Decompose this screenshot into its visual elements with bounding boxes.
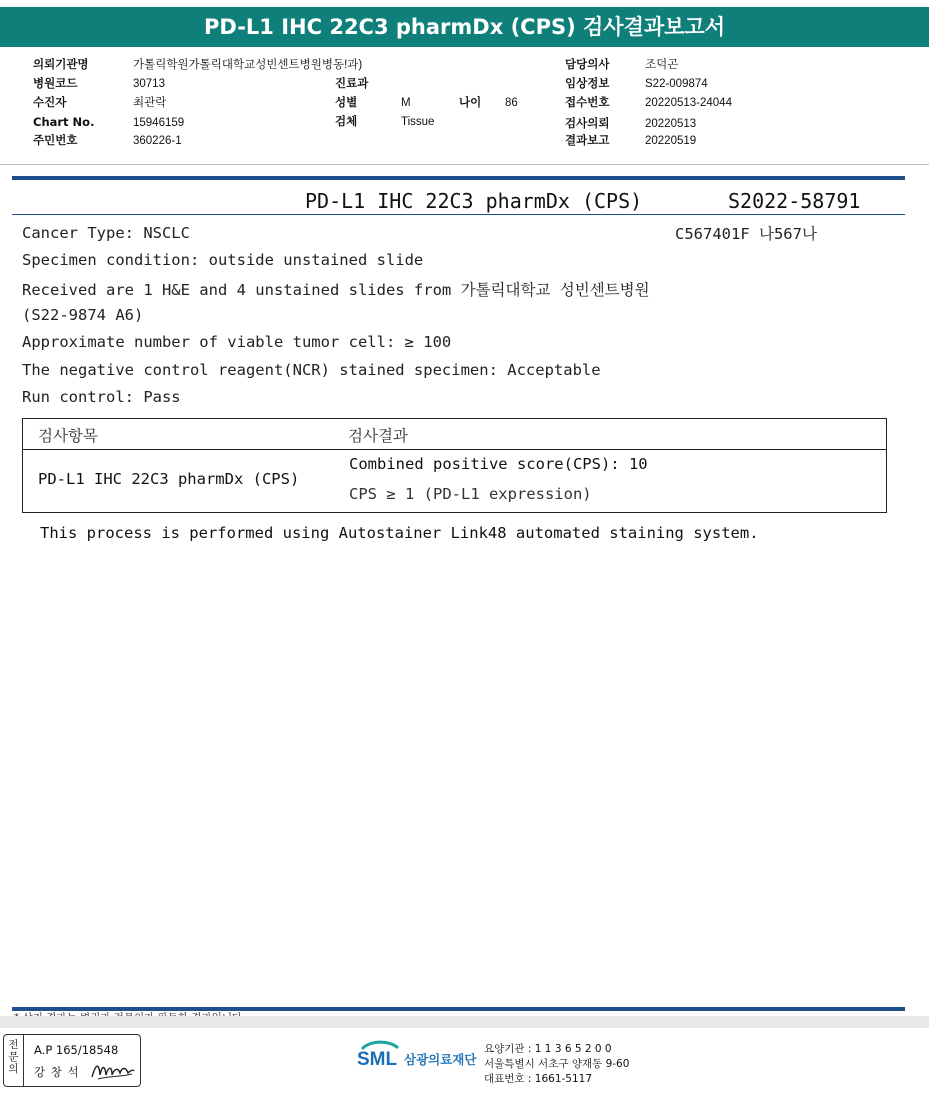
value-request-date: 20220513: [645, 118, 697, 130]
header-divider: [0, 164, 929, 165]
body-line-slide-id: (S22-9874 A6): [22, 306, 144, 324]
stamp-name: 강 창 석: [34, 1065, 80, 1079]
footer-band: [0, 1016, 929, 1028]
value-report-date: 20220519: [645, 135, 697, 147]
label-institution: 의뢰기관명: [33, 57, 89, 71]
value-patient: 최관락: [133, 97, 167, 109]
signature-icon: [90, 1059, 136, 1083]
stamp-vertical-label: [4, 1035, 24, 1086]
label-specimen: 검체: [335, 114, 358, 128]
process-note: This process is performed using Autostainer Link48 automated staining system.: [40, 524, 759, 542]
reference-code: C567401F 나567나: [675, 225, 817, 243]
org-phone-line: 대표번호 : 1661-5117: [484, 1073, 593, 1085]
result-cps-score: Combined positive score(CPS): 10: [349, 455, 648, 473]
org-code-line: 요양기관 : 1 1 3 6 5 2 0 0: [484, 1043, 612, 1055]
label-report-date: 결과보고: [565, 133, 610, 147]
report-title: PD-L1 IHC 22C3 pharmDx (CPS) 검사결과보고서: [0, 7, 929, 47]
label-resident-no: 주민번호: [33, 133, 78, 147]
value-age: 86: [505, 97, 518, 109]
result-header-result: 검사결과: [348, 427, 408, 445]
label-age: 나이: [459, 95, 482, 109]
value-physician: 조덕곤: [645, 59, 679, 71]
label-clinical-info: 임상정보: [565, 76, 610, 90]
value-receipt-no: 20220513-24044: [645, 97, 732, 109]
section-top-rule: [12, 176, 905, 180]
section-title-rule: [12, 214, 905, 215]
body-line-cancer-type: Cancer Type: NSCLC: [22, 224, 190, 242]
result-header-item: 검사항목: [38, 427, 98, 445]
result-item-name: PD-L1 IHC 22C3 pharmDx (CPS): [38, 470, 300, 488]
label-patient: 수진자: [33, 95, 67, 109]
label-sex: 성별: [335, 95, 358, 109]
bottom-rule: [12, 1007, 905, 1011]
body-line-ncr: The negative control reagent(NCR) stained specimen: Acceptable: [22, 361, 601, 379]
stamp-license: A.P 165/18548: [34, 1043, 119, 1057]
label-request-date: 검사의뢰: [565, 116, 610, 130]
stamp-vertical-text: 전문의: [8, 1039, 19, 1075]
body-line-received: Received are 1 H&E and 4 unstained slides from 가톨릭대학교 성빈센트병원: [22, 281, 650, 299]
result-cps-expression: CPS ≥ 1 (PD-L1 expression): [349, 485, 592, 503]
value-specimen: Tissue: [401, 116, 435, 128]
label-receipt-no: 접수번호: [565, 95, 610, 109]
value-sex: M: [401, 97, 411, 109]
value-clinical-info: S22-009874: [645, 78, 708, 90]
org-address-line: 서울특별시 서초구 양재동 9-60: [484, 1058, 630, 1070]
value-institution: 가톨릭학원가톨릭대학교성빈센트병원병동!과): [133, 59, 363, 71]
sml-logo-text: SML: [357, 1049, 398, 1070]
label-hospital-code: 병원코드: [33, 76, 78, 90]
value-chart-no: 15946159: [133, 117, 185, 129]
pathologist-stamp: [3, 1034, 141, 1087]
label-physician: 담당의사: [565, 57, 610, 71]
value-hospital-code: 30713: [133, 78, 165, 90]
body-line-run-control: Run control: Pass: [22, 388, 181, 406]
value-resident-no: 360226-1: [133, 135, 182, 147]
section-title: PD-L1 IHC 22C3 pharmDx (CPS): [305, 189, 643, 213]
label-department: 진료과: [335, 76, 369, 90]
result-table-divider: [23, 449, 886, 450]
org-name: 삼광의료재단: [404, 1052, 477, 1067]
label-chart-no: Chart No.: [33, 115, 95, 129]
body-line-tumor-cells: Approximate number of viable tumor cell: ≥ 100: [22, 333, 452, 351]
body-line-specimen-condition: Specimen condition: outside unstained slide: [22, 251, 424, 269]
result-table: [22, 418, 887, 513]
org-logo: [356, 1040, 402, 1074]
report-number: S2022-58791: [728, 189, 861, 213]
